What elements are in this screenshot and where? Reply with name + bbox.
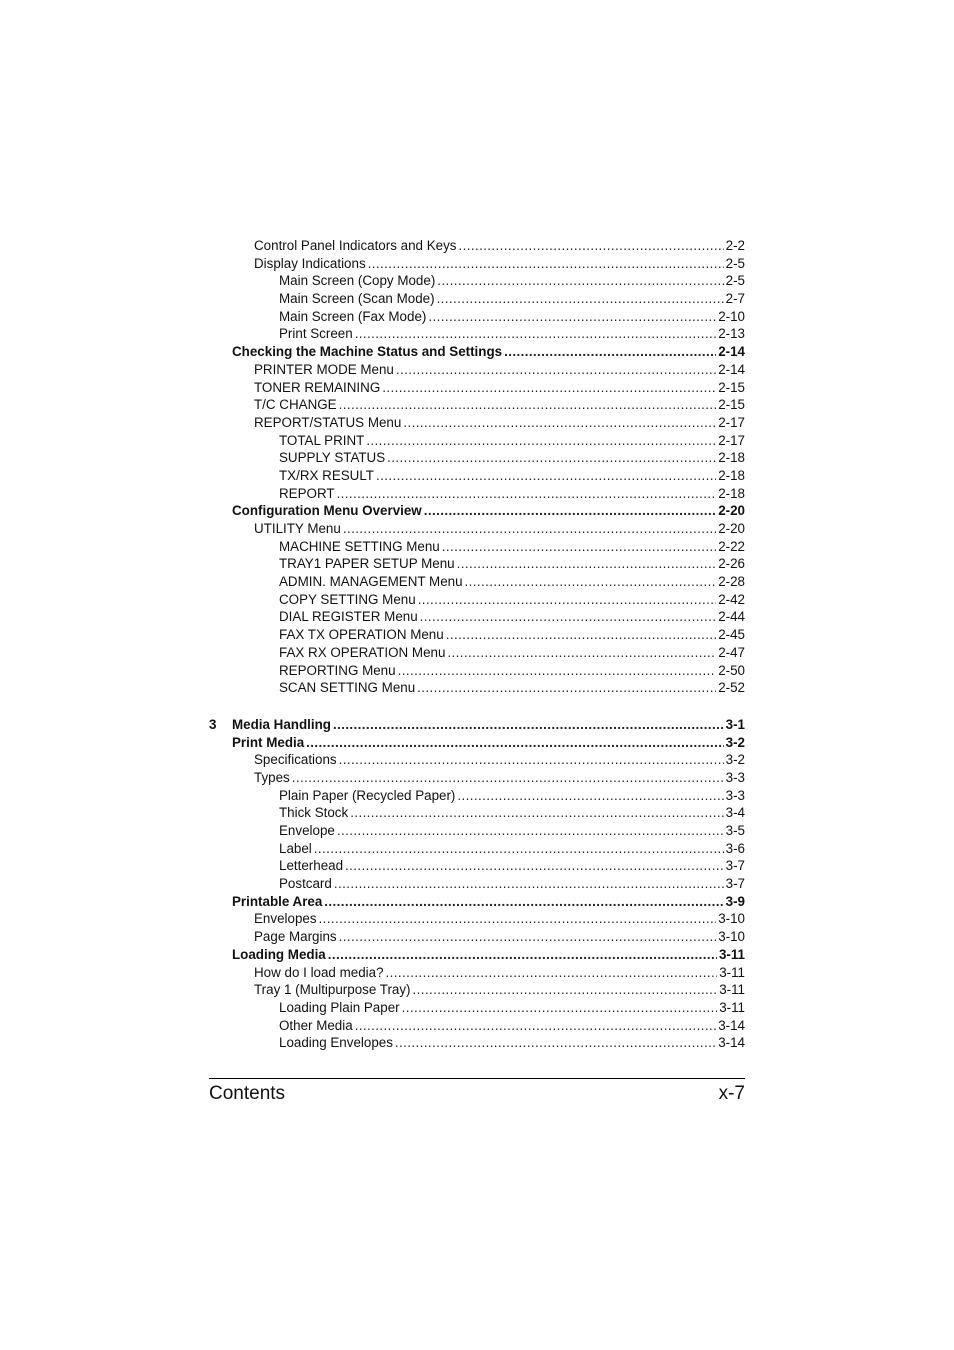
dot-leader [457, 787, 723, 805]
toc-entry-title: Label [279, 840, 312, 856]
dot-leader [337, 822, 724, 840]
toc-entry-title: How do I load media? [254, 964, 384, 980]
toc-chapter-heading[interactable] [209, 716, 745, 734]
toc-section-heading[interactable] [209, 734, 745, 752]
dot-leader [403, 414, 716, 432]
dot-leader [355, 325, 717, 343]
toc-entry[interactable] [209, 237, 745, 255]
toc-entry-title: Types [254, 769, 290, 785]
toc-entry[interactable] [209, 255, 745, 273]
toc-entry[interactable] [209, 857, 745, 875]
dot-leader [382, 379, 716, 397]
toc-entry-page: 2-44 [718, 609, 745, 625]
toc-entry-page: 2-28 [718, 574, 745, 590]
dot-leader [345, 857, 724, 875]
dot-leader [396, 361, 716, 379]
toc-entry-title: Plain Paper (Recycled Paper) [279, 787, 456, 803]
toc-entry[interactable] [209, 1017, 745, 1035]
toc-entry-page: 2-5 [725, 273, 745, 289]
dot-leader [368, 255, 724, 273]
toc-entry-title: ADMIN. MANAGEMENT Menu [279, 574, 463, 590]
toc-entry-title: Loading Envelopes [279, 1035, 393, 1051]
toc-entry-title: Media Handling [232, 716, 331, 732]
toc-entry-title: Control Panel Indicators and Keys [254, 238, 457, 253]
table-of-contents [209, 237, 745, 1052]
dot-leader [458, 237, 723, 255]
toc-entry-page: 3-4 [725, 805, 745, 821]
toc-entry[interactable] [209, 414, 745, 432]
toc-entry[interactable] [209, 662, 745, 680]
toc-entry[interactable] [209, 573, 745, 591]
toc-entry[interactable] [209, 272, 745, 290]
toc-entry-page: 2-15 [718, 379, 745, 395]
toc-entry-title: T/C CHANGE [254, 397, 337, 413]
footer-page-number: x-7 [718, 1083, 745, 1104]
dot-leader [334, 875, 724, 893]
dot-leader [387, 449, 716, 467]
toc-entry-title: TRAY1 PAPER SETUP Menu [279, 556, 455, 572]
toc-entry[interactable] [209, 290, 745, 308]
toc-entry-title: Postcard [279, 876, 332, 892]
toc-entry-title: FAX RX OPERATION Menu [279, 644, 446, 660]
dot-leader [457, 555, 717, 573]
dot-leader [292, 769, 724, 787]
toc-entry[interactable] [209, 432, 745, 450]
dot-leader [319, 910, 717, 928]
toc-entry[interactable] [209, 485, 745, 503]
toc-section-heading[interactable] [209, 946, 745, 964]
toc-entry-title: MACHINE SETTING Menu [279, 538, 440, 554]
toc-entry-page: 2-45 [718, 627, 745, 643]
dot-leader [398, 662, 717, 680]
toc-entry[interactable] [209, 467, 745, 485]
footer-section-title: Contents [209, 1083, 286, 1104]
toc-entry[interactable] [209, 999, 745, 1017]
dot-leader [386, 964, 718, 982]
toc-entry-page: 3-11 [718, 946, 745, 962]
toc-entry[interactable] [209, 608, 745, 626]
toc-entry-page: 2-50 [718, 662, 745, 678]
toc-entry[interactable] [209, 626, 745, 644]
dot-leader [437, 272, 723, 290]
toc-entry-page: 2-18 [718, 450, 745, 466]
toc-section-heading[interactable] [209, 502, 745, 520]
toc-entry-page: 3-9 [725, 893, 745, 909]
toc-section-heading[interactable] [209, 343, 745, 361]
chapter-number: 3 [209, 716, 217, 732]
toc-entry-page: 2-14 [718, 344, 745, 360]
toc-entry-title: TONER REMAINING [254, 379, 381, 395]
dot-leader [437, 290, 724, 308]
dot-leader [424, 502, 716, 520]
dot-leader [428, 308, 716, 326]
toc-entry-title: Printable Area [232, 893, 323, 909]
toc-entry-page: 2-18 [718, 485, 745, 501]
toc-entry[interactable] [209, 787, 745, 805]
toc-entry-page: 3-5 [725, 823, 745, 838]
toc-entry[interactable] [209, 769, 745, 787]
toc-entry-page: 2-20 [718, 521, 745, 536]
dot-leader [504, 343, 716, 361]
toc-entry[interactable] [209, 520, 745, 538]
toc-entry-page: 2-13 [718, 326, 745, 342]
toc-entry-page: 2-15 [718, 397, 745, 413]
toc-entry[interactable] [209, 751, 745, 769]
toc-entry-title: Checking the Machine Status and Settings [232, 344, 503, 360]
toc-entry[interactable] [209, 804, 745, 822]
toc-entry[interactable] [209, 555, 745, 573]
toc-entry[interactable] [209, 822, 745, 840]
toc-entry-page: 2-5 [725, 255, 745, 271]
dot-leader [337, 485, 717, 503]
toc-entry-title: SUPPLY STATUS [279, 450, 386, 466]
toc-entry-title: DIAL REGISTER Menu [279, 609, 418, 625]
toc-entry-title: Tray 1 (Multipurpose Tray) [254, 982, 411, 998]
toc-entry[interactable] [209, 449, 745, 467]
dot-leader [314, 840, 724, 858]
toc-entry-title: Envelopes [254, 911, 317, 927]
toc-entry-title: Letterhead [279, 858, 344, 874]
toc-entry-page: 3-14 [718, 1035, 745, 1051]
dot-leader [350, 804, 723, 822]
toc-entry-page: 3-11 [719, 999, 745, 1015]
toc-entry-page: 3-14 [718, 1017, 745, 1033]
toc-entry-page: 3-1 [725, 716, 745, 732]
toc-section-heading[interactable] [209, 893, 745, 911]
toc-entry[interactable] [209, 679, 745, 697]
toc-entry[interactable] [209, 538, 745, 556]
toc-entry-page: 2-52 [718, 680, 745, 696]
toc-entry-title: Main Screen (Copy Mode) [279, 273, 436, 289]
toc-entry-page: 2-47 [718, 644, 745, 660]
toc-entry-title: Print Screen [279, 326, 353, 342]
toc-entry-page: 3-3 [725, 787, 745, 803]
toc-entry-page: 2-17 [718, 414, 745, 430]
toc-entry-page: 2-14 [718, 361, 745, 377]
dot-leader [343, 520, 716, 538]
toc-entry-title: COPY SETTING Menu [279, 591, 416, 607]
toc-entry-title: PRINTER MODE Menu [254, 361, 394, 377]
dot-leader [328, 946, 717, 964]
toc-entry-title: FAX TX OPERATION Menu [279, 627, 444, 643]
toc-entry[interactable] [209, 910, 745, 928]
dot-leader [339, 396, 717, 414]
dot-leader [418, 591, 717, 609]
dot-leader [333, 716, 724, 734]
toc-entry-title: Configuration Menu Overview [232, 503, 422, 519]
toc-entry[interactable] [209, 964, 745, 982]
dot-leader [376, 467, 716, 485]
toc-entry[interactable] [209, 361, 745, 379]
toc-entry-title: Display Indications [254, 255, 366, 271]
toc-entry-page: 2-20 [718, 503, 745, 519]
toc-entry[interactable] [209, 875, 745, 893]
toc-entry-page: 2-42 [718, 591, 745, 607]
toc-entry-page: 2-22 [718, 538, 745, 554]
toc-entry-page: 3-3 [725, 769, 745, 785]
toc-entry-page: 2-7 [725, 291, 745, 307]
toc-entry-title: Print Media [232, 734, 305, 750]
toc-entry-title: TOTAL PRINT [279, 432, 365, 448]
toc-entry-title: REPORT [279, 485, 335, 501]
dot-leader [446, 626, 716, 644]
toc-entry-title: UTILITY Menu [254, 521, 341, 536]
toc-entry-page: 3-11 [719, 982, 745, 998]
dot-leader [465, 573, 717, 591]
dot-leader [339, 751, 724, 769]
dot-leader [306, 734, 723, 752]
toc-entry[interactable] [209, 928, 745, 946]
toc-entry-page: 2-18 [718, 467, 745, 483]
toc-entry-page: 3-2 [725, 752, 745, 768]
toc-entry[interactable] [209, 1034, 745, 1052]
toc-entry[interactable] [209, 325, 745, 343]
dot-leader [417, 679, 716, 697]
toc-entry-title: Envelope [279, 823, 335, 838]
toc-entry-page: 2-17 [718, 432, 745, 448]
dot-leader [395, 1034, 716, 1052]
toc-entry-page: 2-10 [718, 308, 745, 324]
toc-entry-title: Loading Plain Paper [279, 999, 400, 1015]
toc-entry-title: Specifications [254, 752, 337, 768]
toc-entry[interactable] [209, 840, 745, 858]
footer-divider [209, 1078, 745, 1079]
dot-leader [420, 608, 717, 626]
dot-leader [442, 538, 716, 556]
toc-entry-page: 3-10 [718, 929, 745, 945]
toc-entry[interactable] [209, 644, 745, 662]
dot-leader [355, 1017, 717, 1035]
toc-entry-page: 3-6 [725, 840, 745, 856]
dot-leader [339, 928, 717, 946]
toc-entry-title: Main Screen (Fax Mode) [279, 308, 427, 324]
toc-entry-page: 3-7 [725, 876, 745, 892]
dot-leader [324, 893, 723, 911]
toc-entry[interactable] [209, 396, 745, 414]
toc-entry-page: 3-11 [719, 964, 745, 980]
dot-leader [366, 432, 716, 450]
toc-entry-page: 3-2 [725, 734, 745, 750]
toc-entry-title: Main Screen (Scan Mode) [279, 291, 435, 307]
toc-entry-title: Other Media [279, 1017, 353, 1033]
dot-leader [447, 644, 716, 662]
dot-leader [413, 981, 718, 999]
toc-entry-page: 3-7 [725, 858, 745, 874]
toc-entry-title: REPORTING Menu [279, 662, 396, 678]
toc-entry-title: Page Margins [254, 929, 337, 945]
toc-entry[interactable] [209, 981, 745, 999]
toc-entry-page: 2-26 [718, 556, 745, 572]
toc-entry[interactable] [209, 379, 745, 397]
toc-entry-title: SCAN SETTING Menu [279, 680, 416, 696]
dot-leader [402, 999, 718, 1017]
toc-entry-page: 2-2 [725, 238, 745, 253]
toc-entry-title: REPORT/STATUS Menu [254, 414, 402, 430]
toc-entry[interactable] [209, 591, 745, 609]
toc-entry[interactable] [209, 308, 745, 326]
toc-entry-title: TX/RX RESULT [279, 467, 374, 483]
toc-entry-title: Thick Stock [279, 805, 349, 821]
toc-entry-title: Loading Media [232, 946, 326, 962]
toc-entry-page: 3-10 [718, 911, 745, 927]
